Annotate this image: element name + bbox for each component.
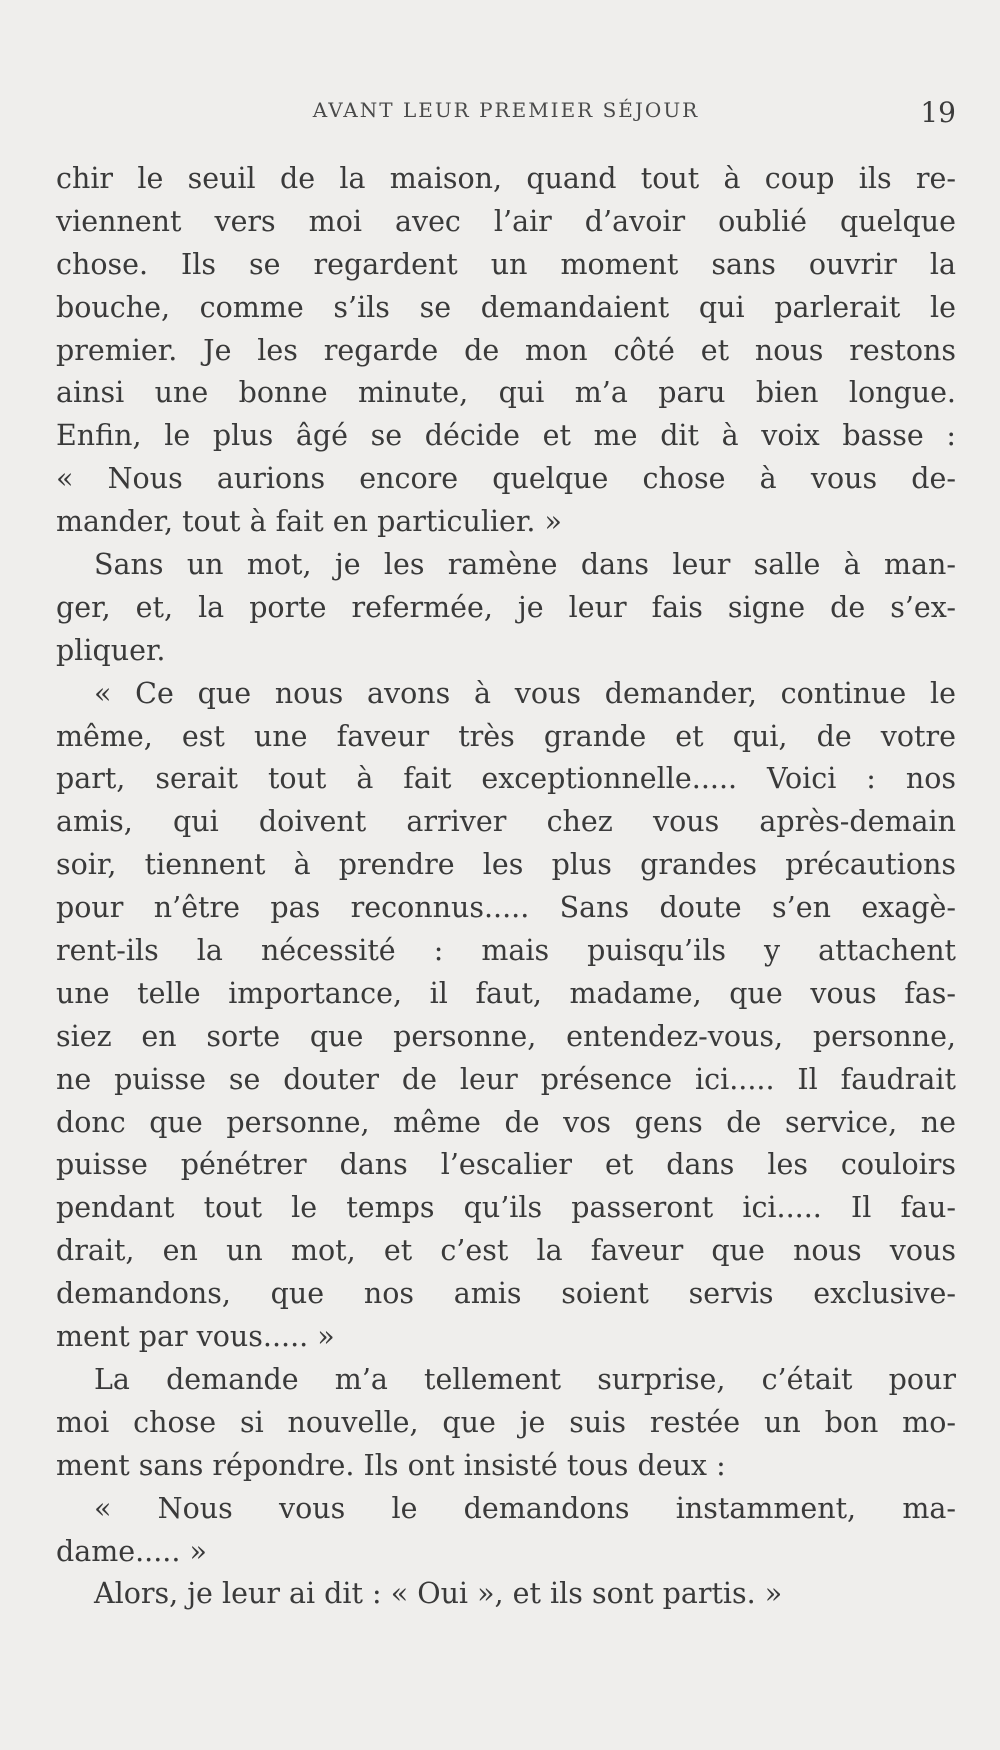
- text-line: « Nous vous le demandons instamment, ma-: [94, 1491, 956, 1525]
- text-line: « Ce que nous avons à vous demander, continue le: [94, 676, 956, 710]
- text-line: pliquer.: [56, 633, 166, 667]
- running-title: AVANT LEUR PREMIER SÉJOUR: [312, 98, 700, 122]
- text-line: bouche, comme s’ils se demandaient qui parlerait le: [56, 290, 956, 324]
- text-line: viennent vers moi avec l’air d’avoir oublié quelque: [56, 204, 956, 238]
- text-line: ne puisse se douter de leur présence ici..... Il faudrait: [56, 1062, 956, 1096]
- text-line: ainsi une bonne minute, qui m’a paru bien longue.: [56, 376, 956, 410]
- text-line: siez en sorte que personne, entendez-vous, personne,: [56, 1019, 956, 1053]
- text-line: premier. Je les regarde de mon côté et nous restons: [56, 333, 956, 367]
- text-line: chir le seuil de la maison, quand tout à coup ils re-: [56, 162, 956, 195]
- text-line: La demande m’a tellement surprise, c’était pour: [94, 1362, 956, 1396]
- text-line: Alors, je leur ai dit : « Oui », et ils sont partis. »: [94, 1577, 783, 1611]
- text-line: ment par vous..... »: [56, 1320, 335, 1354]
- text-line: chose. Ils se regardent un moment sans ouvrir la: [56, 247, 956, 281]
- text-line: ger, et, la porte refermée, je leur fais signe de s’ex-: [56, 590, 956, 624]
- text-line: soir, tiennent à prendre les plus grandes précautions: [56, 848, 956, 882]
- text-line: drait, en un mot, et c’est la faveur que nous vous: [56, 1234, 956, 1268]
- text-line: ment sans répondre. Ils ont insisté tous deux :: [56, 1448, 726, 1482]
- text-line: Sans un mot, je les ramène dans leur salle à man-: [94, 548, 956, 582]
- text-line: Enfin, le plus âgé se décide et me dit à voix basse :: [56, 419, 956, 453]
- text-line: part, serait tout à fait exceptionnelle..... Voici : nos: [56, 762, 956, 796]
- text-line: demandons, que nos amis soient servis exclusive-: [56, 1277, 956, 1311]
- text-line: moi chose si nouvelle, que je suis restée un bon mo-: [56, 1405, 956, 1439]
- text-line: rent-ils la nécessité : mais puisqu’ils y attachent: [56, 934, 956, 968]
- text-line: amis, qui doivent arriver chez vous après-demain: [56, 805, 956, 839]
- text-line: « Nous aurions encore quelque chose à vous de-: [56, 462, 956, 496]
- text-line: pendant tout le temps qu’ils passeront ici..... Il fau-: [56, 1191, 956, 1225]
- text-line: donc que personne, même de vos gens de service, ne: [56, 1105, 956, 1139]
- running-head: [56, 98, 956, 134]
- text-line: pour n’être pas reconnus..... Sans doute s’en exagè-: [56, 891, 956, 925]
- page-number: 19: [920, 96, 956, 129]
- text-line: dame..... »: [56, 1534, 207, 1568]
- body-text: [56, 158, 956, 1616]
- text-line: une telle importance, il faut, madame, que vous fas-: [56, 976, 956, 1010]
- text-line: puisse pénétrer dans l’escalier et dans les couloirs: [56, 1148, 956, 1182]
- text-line: même, est une faveur très grande et qui, de votre: [56, 719, 956, 753]
- text-line: mander, tout à fait en particulier. »: [56, 505, 562, 539]
